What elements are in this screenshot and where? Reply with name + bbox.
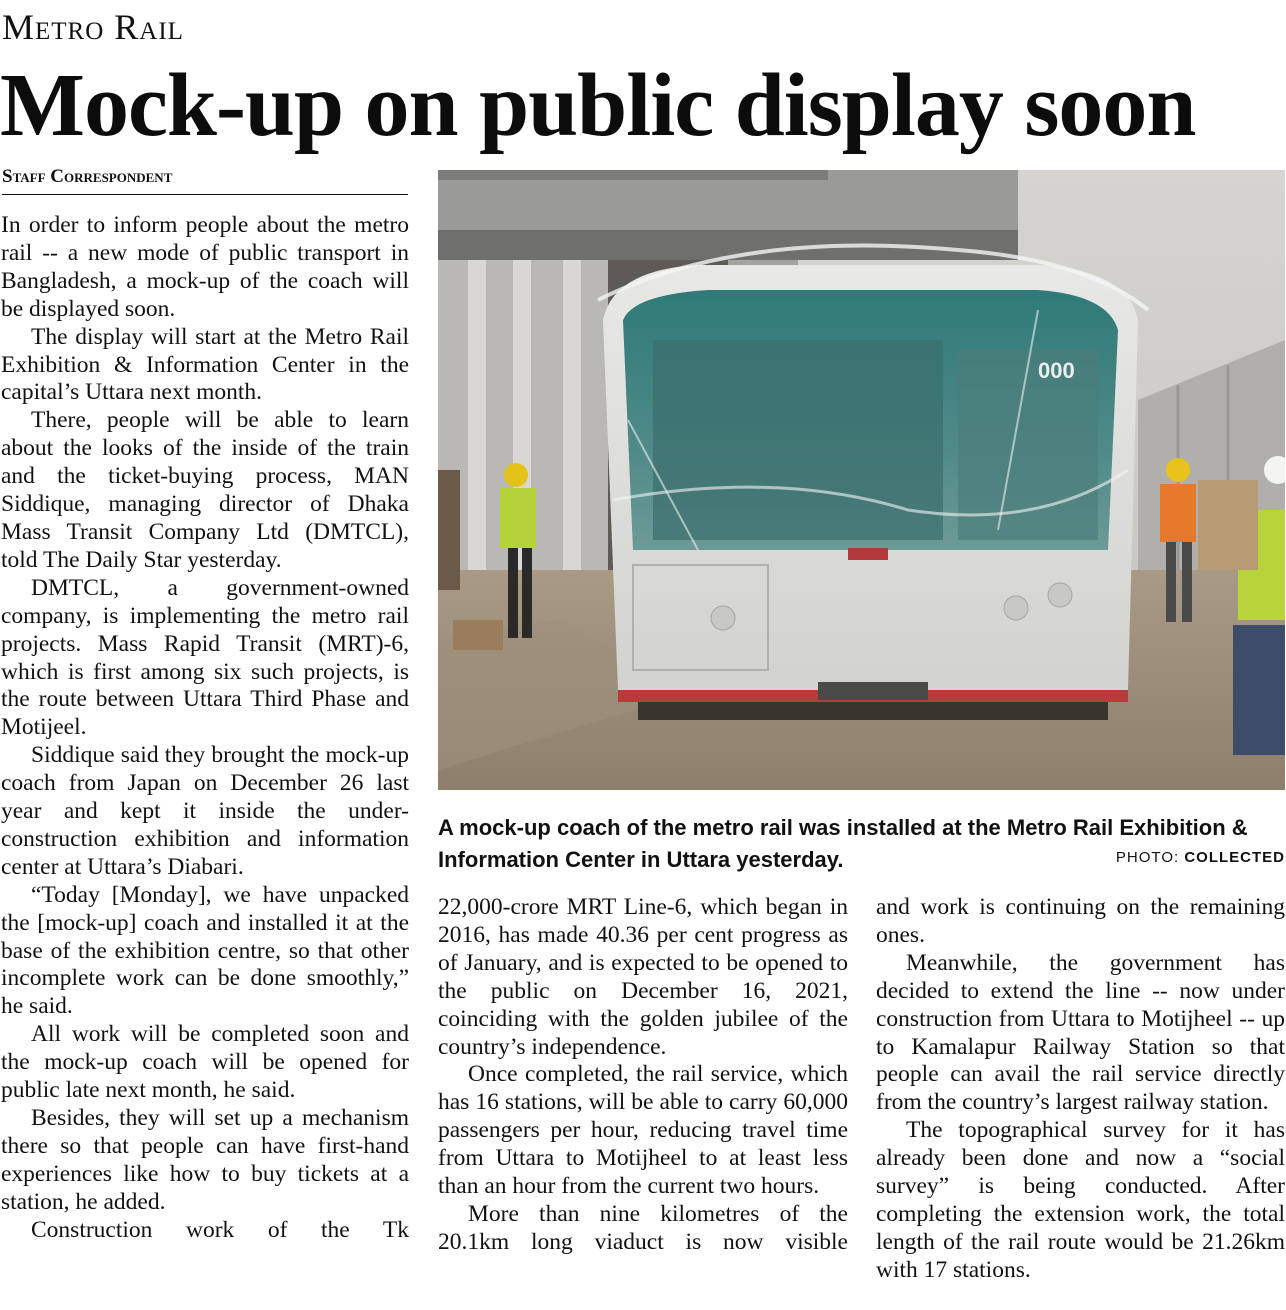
byline: Staff Correspondent	[2, 166, 408, 195]
headline: Mock-up on public display soon	[0, 56, 1196, 155]
article-column-3	[876, 894, 1285, 1285]
paragraph: All work will be completed soon and the mock-up coach will be opened for public late next month, he said.	[1, 1021, 409, 1104]
article-column-2	[438, 894, 848, 1257]
paragraph: 22,000-crore MRT Line-6, which began in 2016, has made 40.36 per cent progress as of January, and is expected to be opened to the public on December 16, 2021, coinciding with the golden jubilee of the country’s independence.	[438, 894, 848, 1060]
coach-number: 000	[1038, 358, 1075, 383]
paragraph: Siddique said they brought the mock-up coach from Japan on December 26 last year and kept it inside the under-construction exhibition and information center at Uttara’s Diabari.	[1, 742, 409, 880]
paragraph: Construction work of the Tk	[31, 1216, 409, 1243]
paragraph: Once completed, the rail service, which has 16 stations, will be able to carry 60,000 passengers per hour, reducing travel time from Uttara to Motijheel to at least less than an hour from the current two hours.	[438, 1061, 848, 1200]
paragraph: The display will start at the Metro Rail Exhibition & Information Center in the capital’s Uttara next month.	[1, 323, 409, 406]
section-kicker: Metro Rail	[2, 7, 184, 47]
paragraph: and work is continuing on the remaining ones.	[876, 894, 1285, 948]
paragraph: In order to inform people about the metro rail -- a new mode of public transport in Bangladesh, a mock-up of the coach will be displayed soon.	[1, 212, 409, 322]
paragraph: The topographical survey for it has already been done and now a “social survey” is being conducted. After completing the extension work, the total length of the rail route would be 21.26km with 17 stations.	[876, 1117, 1285, 1283]
news-photo	[438, 170, 1285, 790]
paragraph: More than nine kilometres of the 20.1km long viaduct is now visible	[438, 1200, 848, 1255]
photo-caption: A mock-up coach of the metro rail was installed at the Metro Rail Exhibition & Information Center in Uttara yesterday.	[438, 815, 1248, 872]
paragraph: Besides, they will set up a mechanism there so that people can have first-hand experiences like how to buy tickets at a station, he added.	[1, 1105, 409, 1215]
photo-credit	[1116, 849, 1285, 866]
paragraph: DMTCL, a government-owned company, is implementing the metro rail projects. Mass Rapid Transit (MRT)-6, which is first among six such projects, is the route between Uttara Third Phase and Motijeel.	[1, 574, 409, 741]
paragraph: There, people will be able to learn about the looks of the inside of the train and the ticket-buying process, MAN Siddique, managing director of Dhaka Mass Transit Company Ltd (DMTCL), told The Daily Star yesterday.	[1, 407, 409, 573]
paragraph: Meanwhile, the government has decided to extend the line -- now under construction from Uttara to Motijheel -- up to Kamalapur Railway Station so that people can avail the rail service directly from the country’s largest railway station.	[876, 949, 1285, 1116]
paragraph: “Today [Monday], we have unpacked the [mock-up] coach and installed it at the base of the exhibition centre, so that other incomplete work can be done smoothly,” he said.	[1, 881, 409, 1020]
article-column-1	[1, 212, 409, 1245]
photo-credit-source: COLLECTED	[1184, 849, 1285, 866]
photo-credit-label: PHOTO:	[1115, 849, 1180, 866]
